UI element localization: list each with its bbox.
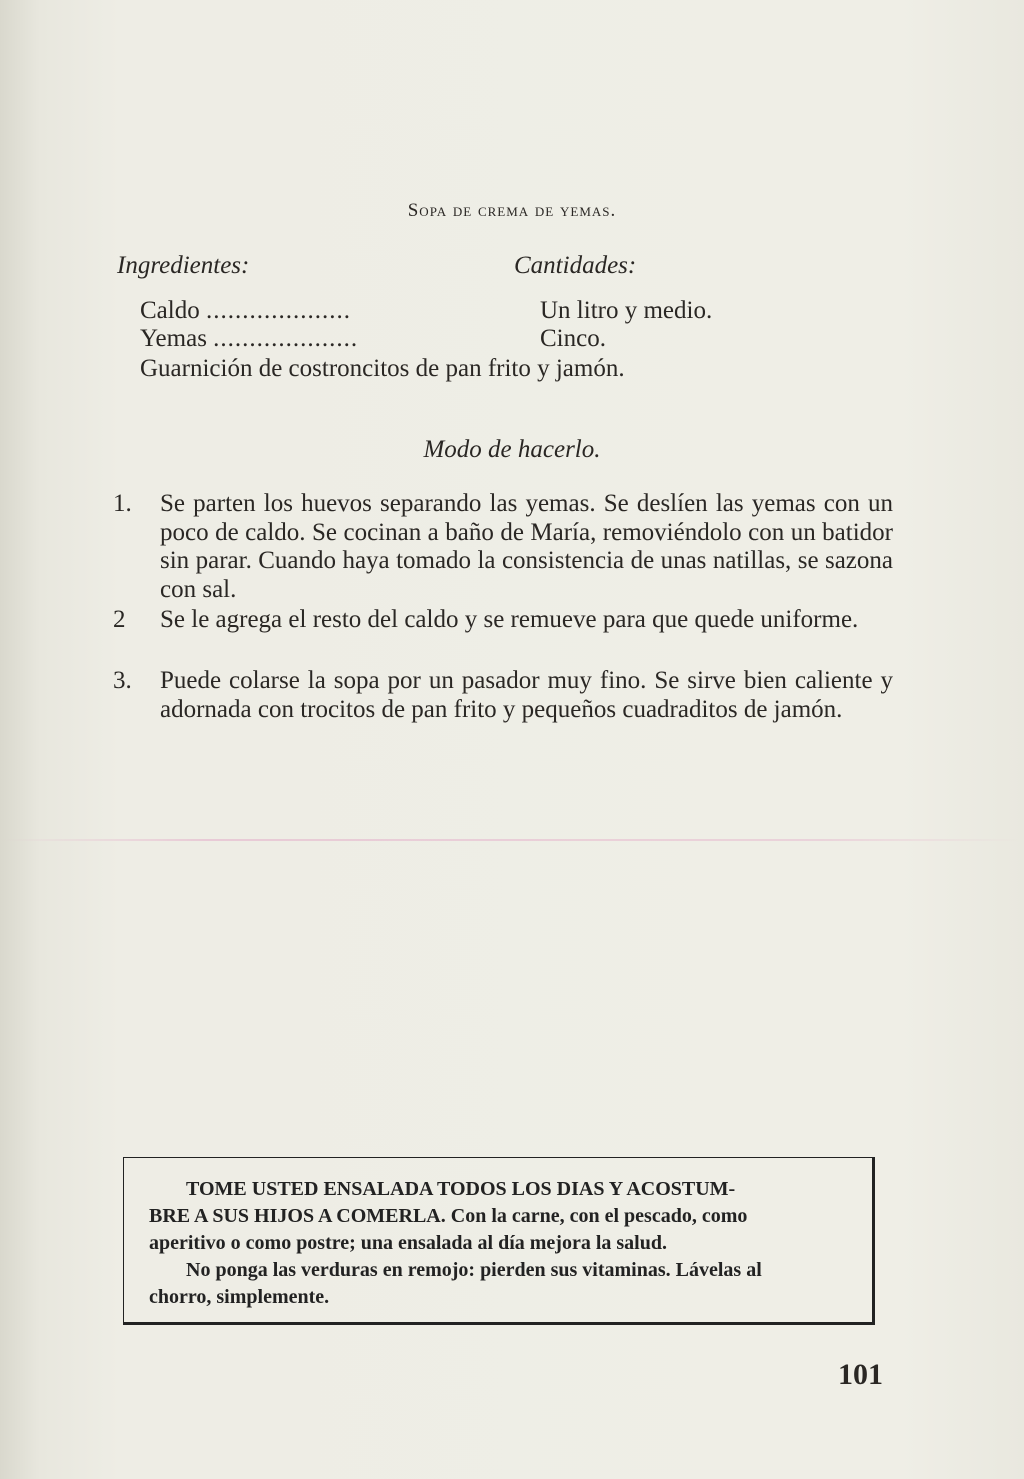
method-step — [113, 667, 893, 724]
step-number: 1. — [113, 490, 132, 517]
ingredient-row — [140, 325, 358, 353]
tip-line: BRE A SUS HIJOS A COMERLA. Con la carne, con el pescado, como — [149, 1205, 748, 1227]
method-heading: Modo de hacerlo. — [423, 436, 601, 463]
step-number: 3. — [113, 667, 132, 694]
recipe-title: Sopa de crema de yemas. — [407, 200, 617, 221]
ingredient-name: Yemas — [140, 325, 207, 352]
ingredient-quantity: Un litro y medio. — [540, 297, 713, 324]
tip-box — [123, 1157, 875, 1325]
ingredient-quantity: Cinco. — [540, 325, 606, 352]
step-text: Se parten los huevos separando las yemas. Se deslíen las yemas con un poco de caldo. Se cocinan a baño de María, removiéndolo con un batidor sin parar. Cuando haya tomado la consistencia de unas natillas, se sazona con sal. — [160, 490, 893, 603]
method-step — [113, 490, 893, 604]
tip-line: aperitivo o como postre; una ensalada al día mejora la salud. — [149, 1232, 667, 1254]
tip-line: TOME USTED ENSALADA TODOS LOS DIAS Y ACOSTUM- — [186, 1178, 736, 1200]
quantities-heading: Cantidades: — [514, 252, 637, 279]
ingredient-leader-dots: .................... — [213, 325, 359, 352]
ingredient-name: Caldo — [140, 297, 200, 324]
tip-line: chorro, simplemente. — [149, 1286, 330, 1308]
scan-artifact-line — [0, 839, 1024, 841]
step-text: Se le agrega el resto del caldo y se remueve para que quede uniforme. — [160, 606, 859, 633]
ingredient-row — [140, 297, 351, 325]
ingredient-leader-dots: .................... — [205, 297, 351, 324]
ingredients-heading: Ingredientes: — [117, 252, 250, 279]
method-step — [113, 606, 893, 635]
page-number: 101 — [838, 1358, 883, 1391]
garnish-line: Guarnición de costroncitos de pan frito y jamón. — [140, 355, 625, 382]
step-text: Puede colarse la sopa por un pasador muy fino. Se sirve bien caliente y adornada con trocitos de pan frito y pequeños cuadraditos de jamón. — [160, 667, 893, 723]
tip-line: No ponga las verduras en remojo: pierden sus vitaminas. Lávelas al — [186, 1259, 762, 1281]
step-number: 2 — [113, 606, 126, 633]
